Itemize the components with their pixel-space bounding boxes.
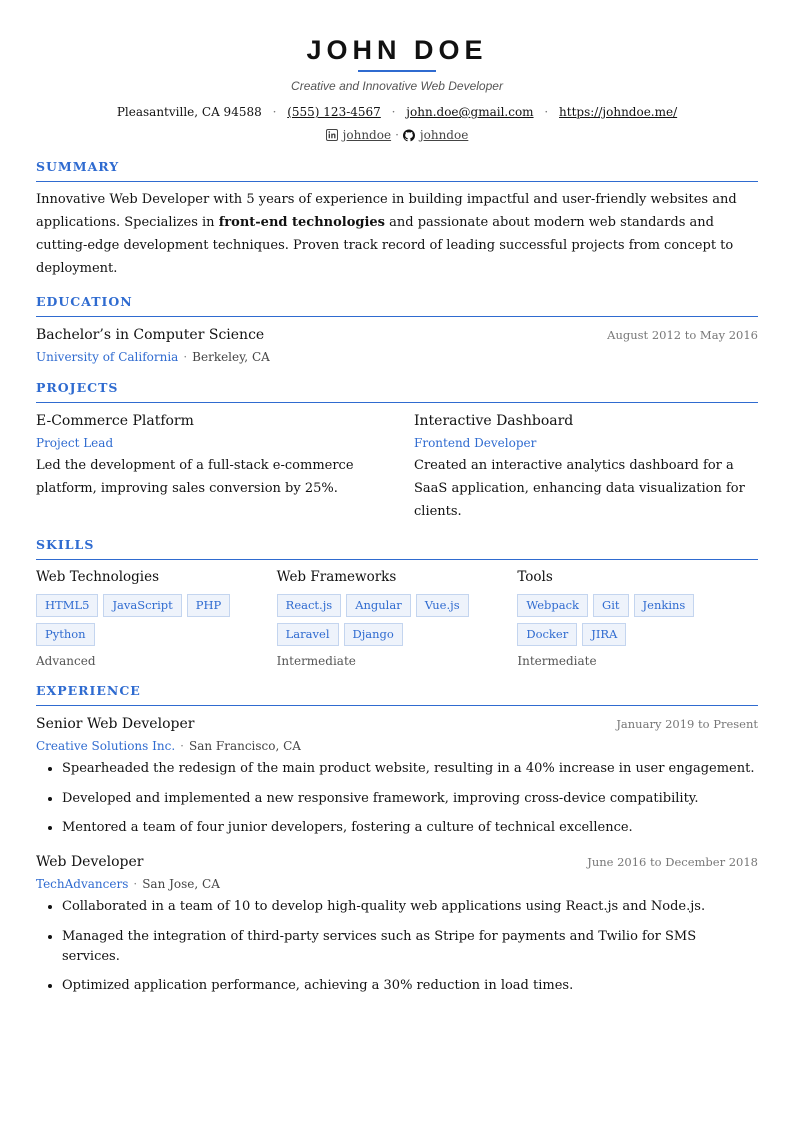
separator: ·	[180, 739, 184, 753]
project-name: E-Commerce Platform	[36, 413, 194, 429]
skill-chip: Docker	[517, 623, 577, 646]
education-entry	[36, 325, 758, 345]
company-name: TechAdvancers	[36, 877, 129, 891]
separator: ·	[272, 105, 277, 119]
skill-group	[517, 567, 758, 669]
skill-chip: PHP	[187, 594, 231, 617]
section-title: SUMMARY	[36, 159, 758, 182]
job-header	[36, 852, 758, 872]
tagline: Creative and Innovative Web Developer	[291, 79, 503, 93]
job-entry	[36, 852, 758, 996]
company-location: San Francisco, CA	[188, 739, 301, 753]
degree-title: Bachelor’s in Computer Science	[36, 327, 265, 343]
project-description: Led the development of a full-stack e-commerce platform, improving sales conversion by 25%.	[36, 458, 354, 496]
project-role: Frontend Developer	[414, 436, 537, 450]
skill-chip: Webpack	[517, 594, 588, 617]
summary-text	[36, 188, 758, 280]
summary-section	[36, 159, 758, 280]
phone-link[interactable]: (555) 123-4567	[287, 105, 381, 119]
skill-chips	[36, 594, 276, 652]
section-title: EXPERIENCE	[36, 683, 758, 706]
skill-group	[277, 567, 518, 669]
name-underline	[358, 70, 436, 72]
resume-header	[36, 0, 758, 143]
section-title: SKILLS	[36, 537, 758, 560]
projects-list	[36, 411, 758, 523]
github-link[interactable]: johndoe	[419, 128, 469, 142]
project-role: Project Lead	[36, 436, 114, 450]
skill-group	[36, 567, 277, 669]
job-header	[36, 714, 758, 734]
location-text: Pleasantville, CA 94588	[116, 105, 262, 119]
skill-chip: Jenkins	[634, 594, 695, 617]
skill-chip: Laravel	[277, 623, 339, 646]
skill-chip: Django	[344, 623, 403, 646]
project-item	[414, 411, 758, 523]
job-bullets	[36, 897, 758, 996]
education-institution	[36, 348, 758, 366]
separator: ·	[391, 105, 396, 119]
linkedin-icon	[326, 129, 338, 141]
skill-chip: Angular	[346, 594, 411, 617]
skill-chip: Python	[36, 623, 95, 646]
separator: ·	[395, 128, 399, 142]
job-dates: January 2019 to Present	[616, 717, 758, 731]
list-item: • Collaborated in a team of 10 to develop high-quality web applications using React.js and Node.js.	[62, 897, 758, 917]
job-position: Web Developer	[36, 854, 144, 870]
job-company-line	[36, 737, 758, 755]
project-description: Created an interactive analytics dashboard for a SaaS application, enhancing data visualization for clients.	[414, 458, 745, 519]
candidate-name: JOHN DOE	[306, 35, 488, 65]
job-position: Senior Web Developer	[36, 716, 195, 732]
summary-text-part: Innovative Web Developer with 5 years of experience in building impactful and user-friendly websites and applications. Specializes in	[36, 192, 737, 230]
separator: ·	[183, 350, 188, 364]
list-item: • Managed the integration of third-party services such as Stripe for payments and Twilio for SMS services.	[62, 927, 758, 967]
list-item: • Mentored a team of four junior developers, fostering a culture of technical excellence.	[62, 818, 758, 838]
section-title: EDUCATION	[36, 294, 758, 317]
list-item: • Optimized application performance, achieving a 30% reduction in load times.	[62, 976, 758, 996]
linkedin-link[interactable]: johndoe	[342, 128, 392, 142]
summary-text-bold: front-end technologies	[218, 215, 385, 230]
school-name: University of California	[36, 350, 179, 364]
skills-section	[36, 537, 758, 669]
skill-group-name: Web Frameworks	[276, 569, 397, 585]
email-link[interactable]: john.doe@gmail.com	[406, 105, 534, 119]
project-item	[36, 411, 380, 523]
job-dates: June 2016 to December 2018	[587, 855, 758, 869]
skill-level: Intermediate	[276, 654, 356, 668]
job-bullets	[36, 759, 758, 838]
separator: ·	[544, 105, 549, 119]
skill-level: Intermediate	[517, 654, 597, 668]
projects-section	[36, 380, 758, 523]
skill-chip: JIRA	[582, 623, 626, 646]
skill-chip: React.js	[277, 594, 342, 617]
education-dates: August 2012 to May 2016	[607, 328, 758, 342]
skill-chip: HTML5	[36, 594, 98, 617]
skill-level: Advanced	[36, 654, 96, 668]
skill-chips	[517, 594, 757, 652]
skill-chip: Vue.js	[416, 594, 469, 617]
education-section	[36, 294, 758, 366]
skill-chip: Git	[593, 594, 629, 617]
experience-section	[36, 683, 758, 996]
skill-group-name: Tools	[517, 569, 553, 585]
separator: ·	[133, 877, 138, 891]
section-title: PROJECTS	[36, 380, 758, 403]
website-link[interactable]: https://johndoe.me/	[559, 105, 678, 119]
social-row	[36, 127, 758, 143]
list-item: • Developed and implemented a new responsive framework, improving cross-device compatibility.	[62, 789, 758, 809]
contact-row	[36, 104, 758, 120]
company-location: San Jose, CA	[142, 877, 220, 891]
skill-group-name: Web Technologies	[36, 569, 160, 585]
list-item: • Spearheaded the redesign of the main product website, resulting in a 40% increase in user engagement.	[62, 759, 758, 779]
skills-groups	[36, 567, 758, 669]
company-name: Creative Solutions Inc.	[36, 739, 176, 753]
summary-text-part: and passionate about modern web standards and cutting-edge development techniques. Proven track record of leading successful projects from concept to deployment.	[36, 215, 734, 276]
skill-chip: JavaScript	[103, 594, 181, 617]
project-name: Interactive Dashboard	[414, 413, 574, 429]
skill-chips	[277, 594, 517, 652]
github-icon	[403, 129, 415, 141]
job-company-line	[36, 875, 758, 893]
job-entry	[36, 714, 758, 838]
school-location: Berkeley, CA	[192, 350, 270, 364]
